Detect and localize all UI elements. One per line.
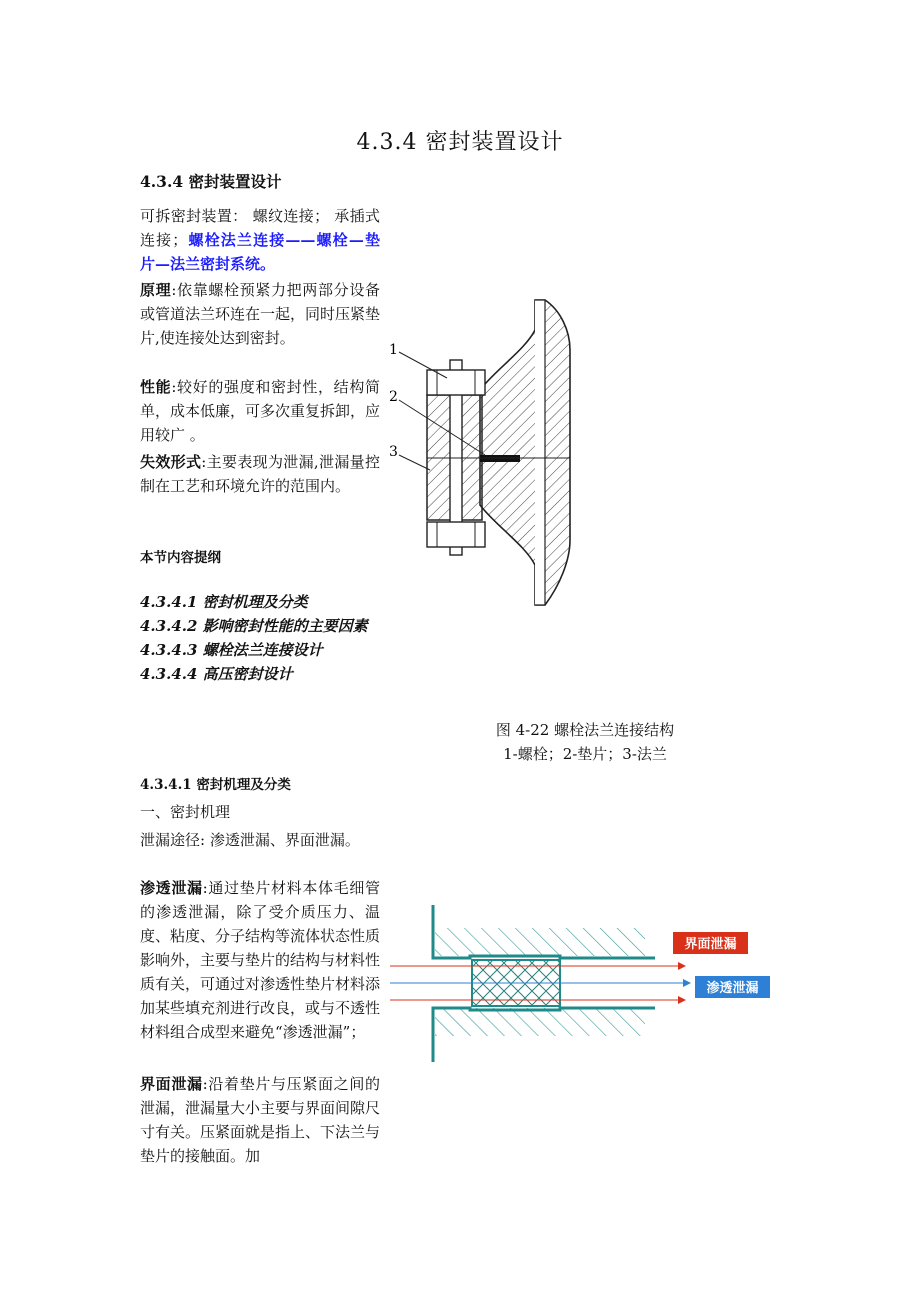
principle-paragraph bbox=[140, 278, 380, 350]
performance-text: :较好的强度和密封性，结构简单，成本低廉，可多次重复拆卸，应用较广 。 bbox=[140, 378, 381, 444]
caption-line2: 1-螺栓；2-垫片；3-法兰 bbox=[503, 745, 667, 763]
interface-text: :沿着垫片与压紧面之间的泄漏，泄漏量大小主要与界面间隙尺寸有关。压紧面就是指上、下法兰与垫片的接触面。加 bbox=[140, 1075, 381, 1165]
interface-badge-label: 界面泄漏 bbox=[684, 937, 737, 952]
subsection-heading: 4.3.4.1 密封机理及分类 bbox=[140, 777, 291, 793]
principle-text: :依靠螺栓预紧力把两部分设备或管道法兰环连在一起，同时压紧垫片,使连接处达到密封。 bbox=[140, 281, 381, 347]
permeation-label: 渗透泄漏 bbox=[140, 879, 203, 897]
section-heading: 4.3.4 密封装置设计 bbox=[140, 172, 282, 191]
intro-text: 可拆密封装置： 螺纹连接； 承插式连接； bbox=[140, 207, 380, 249]
principle-label: 原理 bbox=[140, 281, 172, 299]
label-bolt: 1 bbox=[389, 342, 398, 358]
leak-paths: 泄漏途径: 渗透泄漏、界面泄漏。 bbox=[140, 831, 360, 849]
leakage-diagram bbox=[385, 900, 775, 1070]
subsection-subheading: 一、密封机理 bbox=[140, 803, 231, 821]
figure-caption bbox=[435, 718, 735, 766]
permeation-badge-label: 渗透泄漏 bbox=[706, 981, 759, 996]
flange-body bbox=[480, 300, 570, 605]
performance-paragraph bbox=[140, 375, 380, 447]
upper-flange-hatch bbox=[435, 928, 645, 956]
bolt-nut-top bbox=[427, 370, 485, 395]
bolt-nut-bottom bbox=[427, 522, 485, 547]
intro-highlight: 螺栓法兰连接——螺栓—垫片—法兰密封系统。 bbox=[140, 231, 380, 273]
outline-item: 4.3.4.3 螺栓法兰连接设计 bbox=[140, 641, 323, 659]
performance-label: 性能 bbox=[140, 378, 172, 396]
flange-diagram bbox=[385, 290, 590, 620]
permeation-text: :通过垫片材料本体毛细管的渗透泄漏，除了受介质压力、温度、粘度、分子结构等流体状态性质影响外，主要与垫片的结构与材料性质有关，可通过对渗透性垫片材料添加某些填充剂进行改良，或与不透性材料组合成型来避免“渗透泄漏”； bbox=[140, 879, 381, 1041]
failure-text: :主要表现为泄漏,泄漏量控制在工艺和环境允许的范围内。 bbox=[140, 453, 380, 495]
lower-flange-hatch bbox=[435, 1008, 645, 1036]
label-flange: 3 bbox=[389, 444, 398, 460]
intro-paragraph bbox=[140, 204, 380, 276]
outline-list bbox=[140, 590, 380, 686]
failure-label: 失效形式 bbox=[140, 453, 202, 471]
flange-pipe-wall bbox=[535, 300, 545, 605]
interface-label: 界面泄漏 bbox=[140, 1075, 203, 1093]
outline-item: 4.3.4.4 高压密封设计 bbox=[140, 665, 293, 683]
permeation-paragraph bbox=[140, 876, 380, 1044]
page-title: 4.3.4 密封装置设计 bbox=[356, 130, 564, 155]
caption-line1: 图 4-22 螺栓法兰连接结构 bbox=[495, 721, 675, 739]
interface-paragraph bbox=[140, 1072, 380, 1168]
outline-item: 4.3.4.2 影响密封性能的主要因素 bbox=[140, 617, 368, 635]
label-gasket: 2 bbox=[389, 389, 398, 405]
outline-title: 本节内容提纲 bbox=[140, 550, 221, 566]
failure-paragraph bbox=[140, 450, 380, 498]
outline-item: 4.3.4.1 密封机理及分类 bbox=[140, 593, 308, 611]
